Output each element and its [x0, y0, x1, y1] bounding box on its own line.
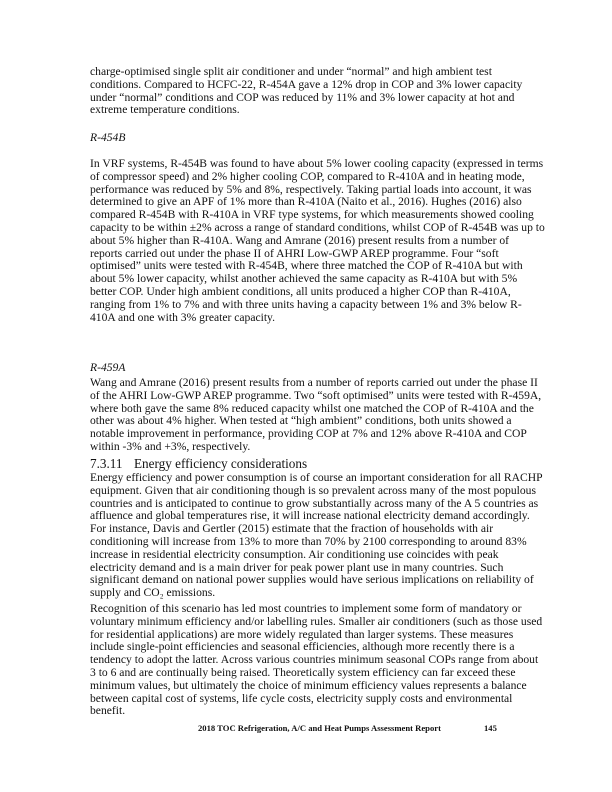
- paragraph-regulation: [90, 602, 543, 718]
- text-line: 3 to 6 and are continually being raised. Theoretically system efficiency can far exceed these: [90, 665, 516, 679]
- text-line: determined to give an APF of 1% more than R-410A (Naito et al., 2016). Hughes (2016) also: [90, 195, 522, 209]
- text-line: of the AHRI Low-GWP AREP programme. Two “soft optimised” units were tested with R-459A,: [90, 388, 542, 402]
- text-line: about 5% higher than R-410A. Wang and Amrane (2016) present results from a number of: [90, 233, 510, 247]
- text-line: significant demand on national power supplies would have serious implications on reliability of: [90, 573, 534, 587]
- text-line: better COP. Under high ambient conditions, all units produced a higher COP than R-410A,: [90, 284, 511, 298]
- text-line: where both gave the same 8% reduced capacity whilst one matched the COP of R-410A and the: [90, 401, 534, 415]
- text-line: include single-point efficiencies and seasonal efficiencies, although more recently there is a: [90, 640, 515, 654]
- text-line: optimised” units were tested with R-454B, where three matched the COP of R-410A but with: [90, 259, 523, 273]
- text-line: Recognition of this scenario has led most countries to implement some form of mandatory or: [90, 602, 522, 615]
- subheading-r454b: R-454B: [90, 131, 126, 144]
- text-line: countries and is anticipated to continue to grow substantially across many of the A 5 countries as: [90, 496, 539, 510]
- text-line: reports carried out under the phase II of AHRI Low-GWP AREP programme. Four “soft: [90, 246, 499, 260]
- text-line: of compressor speed) and 2% higher cooling COP, compared to R-410A and in heating mode,: [90, 169, 525, 183]
- text-line: benefit.: [90, 704, 126, 718]
- text-line: extreme temperature conditions.: [90, 103, 240, 117]
- paragraph-r459a: [90, 377, 540, 454]
- section-number: 7.3.11: [90, 456, 123, 471]
- paragraph-r454b: [90, 157, 545, 324]
- text-line: voluntary minimum efficiency and/or labelling rules. Smaller air conditioners (such as those used: [90, 614, 543, 628]
- text-line: performance was reduced by 5% and 8%, respectively. Taking partial loads into account, it was: [90, 182, 532, 196]
- paragraph-r454a-results: [90, 66, 540, 117]
- text-line: compared R-454B with R-410A in VRF type systems, for which measurements showed cooling: [90, 208, 534, 222]
- text-line: conditions. Compared to HCFC-22, R-454A gave a 12% drop in COP and 3% lower capacity: [90, 77, 523, 91]
- text-line: For instance, Davis and Gertler (2015) estimate that the fraction of households with air: [90, 522, 494, 536]
- text-line: for residential applications) are more widely regulated than larger systems. These measures: [90, 627, 514, 641]
- text-line: conditioning will increase from 13% to more than 70% by 2100 corresponding to around 83%: [90, 534, 527, 548]
- text-line: other was about 4% higher. When tested at “high ambient” conditions, both units showed a: [90, 414, 512, 428]
- text-line: supply and CO₂ emissions.: [90, 586, 216, 600]
- paragraph-energy-efficiency: [90, 471, 543, 600]
- section-title: Energy efficiency considerations: [134, 456, 308, 471]
- text-line: tendency to adopt the latter. Across various countries minimum seasonal COPs range from about: [90, 653, 539, 667]
- text-line: between capital cost of systems, life cycle costs, electricity supply costs and environmental: [90, 691, 513, 705]
- text-line: increase in residential electricity consumption. Air conditioning use coincides with peak: [90, 547, 499, 561]
- page-number: 145: [484, 723, 497, 733]
- text-line: equipment. Given that air conditioning though is so prevalent across many of the most populous: [90, 483, 536, 497]
- text-line: In VRF systems, R-454B was found to have about 5% lower cooling capacity (expressed in terms: [90, 157, 544, 170]
- footer-title: 2018 TOC Refrigeration, A/C and Heat Pumps Assessment Report: [198, 723, 441, 733]
- text-line: within -3% and +3%, respectively.: [90, 439, 251, 453]
- text-line: under “normal” conditions and COP was reduced by 11% and 3% lower capacity at hot and: [90, 90, 515, 104]
- text-line: ranging from 1% to 7% and with three units having a capacity between 1% and 3% below R-: [90, 297, 522, 311]
- text-line: notable improvement in performance, providing COP at 7% and 12% above R-410A and COP: [90, 427, 527, 441]
- text-line: 410A and one with 3% greater capacity.: [90, 310, 276, 324]
- text-line: minimum values, but ultimately the choice of minimum efficiency values represents a balance: [90, 678, 527, 692]
- subheading-r459a: R-459A: [90, 361, 126, 374]
- text-line: capacity to be within ±2% across a range of standard conditions, whilst COP of R-454B was up to: [90, 220, 545, 234]
- text-line: Energy efficiency and power consumption is of course an important consideration for all RACHP: [90, 471, 543, 484]
- text-line: Wang and Amrane (2016) present results from a number of reports carried out under the phase II: [90, 376, 538, 389]
- text-line: about 5% lower capacity, whilst another achieved the same capacity as R-410A but with 5%: [90, 272, 518, 286]
- text-line: affluence and global temperatures rise, it will increase national electricity demand accordingly.: [90, 509, 530, 523]
- section-heading: [90, 456, 307, 471]
- text-line: charge-optimised single split air conditioner and under “normal” and high ambient test: [90, 65, 492, 78]
- text-line: electricity demand and is a main driver for peak power plant use in many countries. Such: [90, 560, 504, 574]
